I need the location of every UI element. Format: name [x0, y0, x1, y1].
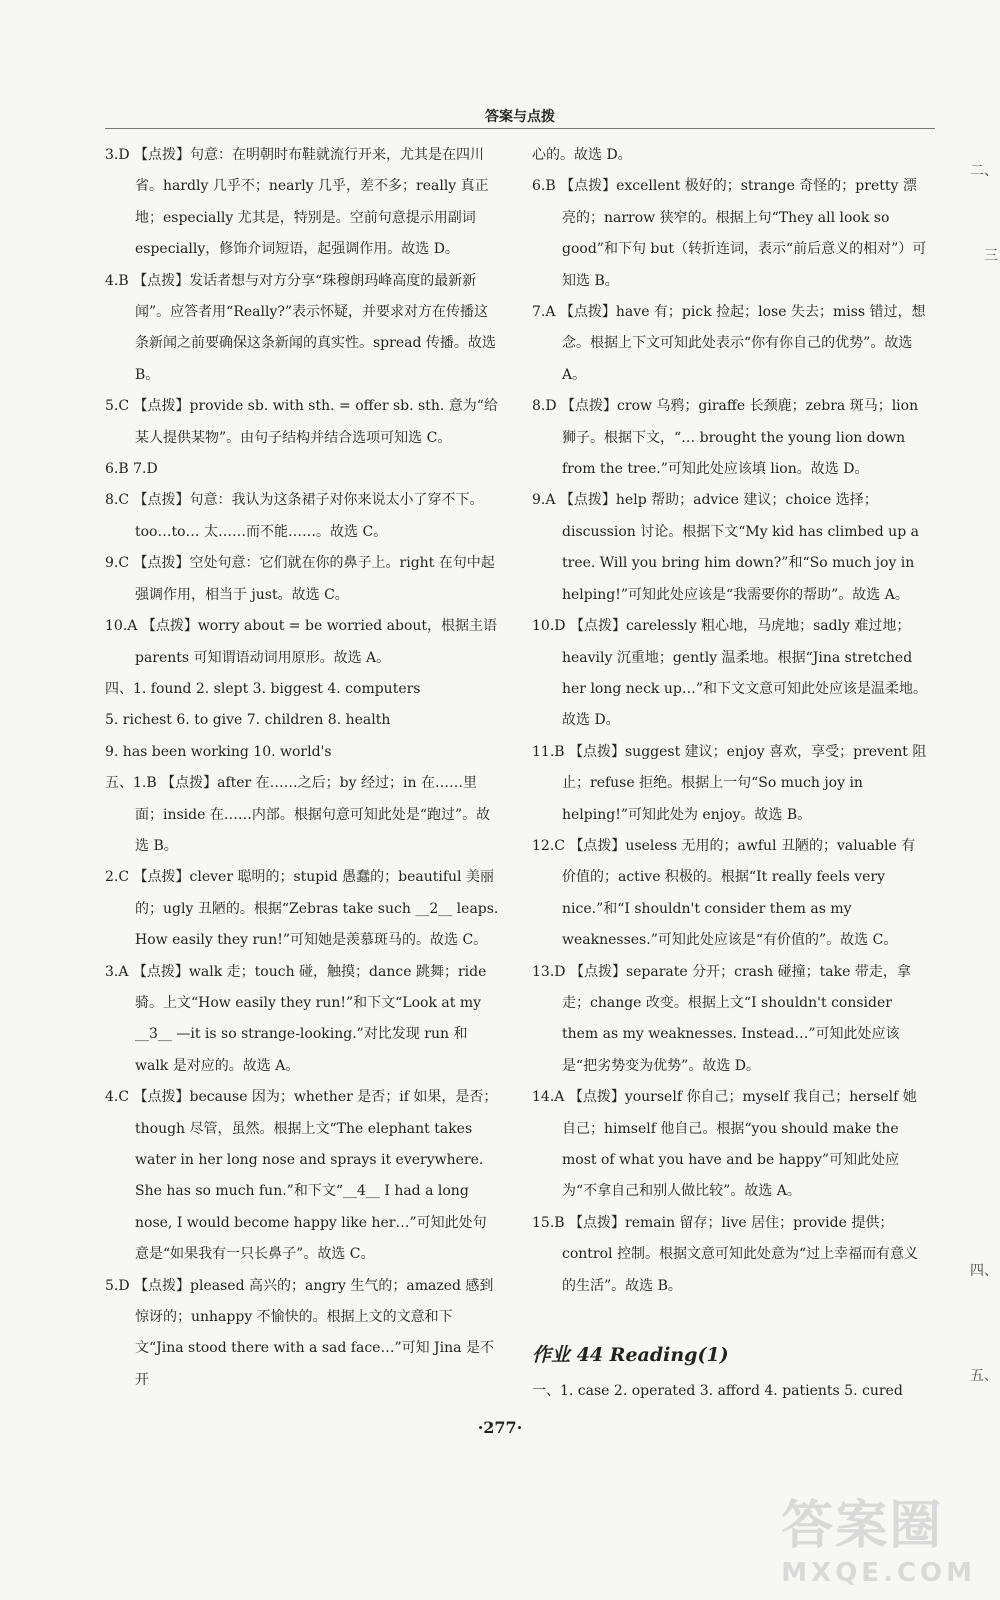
answer-text: 2.C 【点拨】clever 聪明的；stupid 愚蠢的；beautiful 美丽的；ugly 丑陋的。根据“Zebras take such __2__ leaps. How easily they run!”可知她是羡慕斑马的。故选 C。 [105, 869, 499, 949]
answer-entry [105, 485, 500, 548]
answer-text: 6.B 7.D [105, 461, 158, 478]
answer-text: 11.B 【点拨】suggest 建议；enjoy 喜欢，享受；prevent 阻止；refuse 拒绝。根据上一句“So much joy in helping!”可知此处为 enjoy。故选 B。 [532, 743, 927, 823]
answer-entry [532, 391, 927, 485]
watermark-text: 答案圈 [781, 1496, 944, 1556]
answer-text: 12.C 【点拨】useless 无用的；awful 丑陋的；valuable 有价值的；active 积极的。根据“It really feels very nice.”和“I shouldn't consider them as my weaknesses.”可知此处应该是“有价值的”。故选 C。 [532, 837, 916, 949]
answer-entry [105, 737, 500, 768]
answer-entry [532, 140, 927, 171]
answer-entry [532, 957, 927, 1083]
page-number: ·277· [477, 1418, 523, 1437]
page-header: 答案与点拨 [105, 106, 935, 129]
answer-entry [105, 611, 500, 674]
answer-text: 9.C 【点拨】空处句意：它们就在你的鼻子上。right 在句中起强调作用，相当于 just。故选 C。 [105, 555, 495, 603]
answer-text: 5.D 【点拨】pleased 高兴的；angry 生气的；amazed 感到惊讶的；unhappy 不愉快的。根据上文的文意和下文“Jina stood there with a sad face…”可知 Jina 是不开 [105, 1277, 494, 1388]
answer-entry [532, 831, 927, 957]
answer-text: 10.A 【点拨】worry about = be worried about，根据主语 parents 可知谓语动词用原形。故选 A。 [105, 618, 498, 666]
answer-text: 7.A 【点拨】have 有；pick 捡起；lose 失去；miss 错过，想念。根据上下文可知此处表示“你有你自己的优势”。故选 A。 [532, 304, 926, 383]
answer-entry [105, 548, 500, 611]
answer-entry [105, 266, 500, 392]
left-column [105, 140, 500, 1396]
answer-text: 五、1.B 【点拨】after 在……之后；by 经过；in 在……里面；inside 在……内部。根据句意可知此处是“跑过”。故选 B。 [105, 775, 491, 854]
answer-entry [105, 391, 500, 454]
answer-text: 9. has been working 10. world's [105, 743, 332, 760]
answer-text: 4.B 【点拨】发话者想与对方分享“珠穆朗玛峰高度的最新新闻”。应答者用“Really?”表示怀疑，并要求对方在传播这条新闻之前要确保这条新闻的真实性。spread 传播。故选 B。 [105, 272, 496, 383]
answer-entry [105, 140, 500, 266]
watermark-domain: MXQE.COM [781, 1558, 976, 1588]
answer-entry [105, 1082, 500, 1270]
answer-text: 3.D 【点拨】句意：在明朝时布鞋就流行开来，尤其是在四川省。hardly 几乎不；nearly 几乎，差不多；really 真正地；especially 尤其是，特别是。空前句意提示用副词 especially，修饰介词短语，起强调作用。故选 D。 [105, 147, 489, 258]
edge-mark: 五、 [970, 1368, 998, 1384]
answer-text: 13.D 【点拨】separate 分开；crash 碰撞；take 带走，拿走；change 改变。根据上文“I shouldn't consider them as my weaknesses. Instead…”可知此处应该是“把劣势变为优势”。故选 D。 [532, 963, 911, 1074]
answer-text: 四、1. found 2. slept 3. biggest 4. computers [105, 680, 421, 697]
answer-entry [532, 297, 927, 391]
answer-entry [532, 1208, 927, 1302]
homework-answer-line: 一、1. case 2. operated 3. afford 4. patients 5. cured [532, 1383, 903, 1399]
homework-title: 作业 44 Reading(1) [532, 1344, 729, 1366]
answer-text: 9.A 【点拨】help 帮助；advice 建议；choice 选择；discussion 讨论。根据下文“My kid has climbed up a tree. Will you bring him down?”和“So much joy in helping!”可知此处应该是“我需要你的帮助”。故选 A。 [532, 492, 919, 603]
edge-mark: 三 [984, 248, 998, 264]
answer-entry [105, 768, 500, 862]
answer-text: 14.A 【点拨】yourself 你自己；myself 我自己；herself 她自己；himself 他自己。根据“you should make the most of what you have and be happy”可知此处应为“不拿自己和别人做比较”。故选 A。 [532, 1089, 917, 1200]
answer-entry [532, 611, 927, 737]
adjacent-page-edge [970, 160, 1000, 1400]
answer-text: 15.B 【点拨】remain 留存；live 居住；provide 提供；control 控制。根据文意可知此处意为“过上幸福而有意义的生活”。故选 B。 [532, 1214, 919, 1294]
answer-entry [105, 705, 500, 736]
answer-text: 5.C 【点拨】provide sb. with sth. = offer sb. sth. 意为“给某人提供某物”。由句子结构并结合选项可知选 C。 [105, 398, 498, 446]
answer-text: 8.D 【点拨】crow 乌鸦；giraffe 长颈鹿；zebra 斑马；lion 狮子。根据下文，“… brought the young lion down from the tree.”可知此处应该填 lion。故选 D。 [532, 398, 919, 478]
answer-text: 6.B 【点拨】excellent 极好的；strange 奇怪的；pretty 漂亮的；narrow 狭窄的。根据上句“They all look so good”和下句 but（转折连词，表示“前后意义的相对”）可知选 B。 [532, 178, 927, 289]
answer-text: 4.C 【点拨】because 因为；whether 是否；if 如果，是否；though 尽管，虽然。根据上文“The elephant takes water in her long nose and sprays it everywhere. She has so much fun.”和下文“__4__ I had a long nose, I would become happy like her…”可知此处句意是“如果我有一只长鼻子”。故选 C。 [105, 1089, 498, 1263]
answer-entry [105, 1271, 500, 1397]
answer-entry [532, 485, 927, 611]
answer-text: 5. richest 6. to give 7. children 8. health [105, 712, 391, 729]
watermark-logo [781, 1483, 976, 1588]
answer-entry [532, 1082, 927, 1208]
answer-entry [105, 957, 500, 1083]
answer-text: 心的。故选 D。 [532, 147, 632, 163]
edge-mark: 四、 [970, 1263, 998, 1279]
answer-entry [532, 171, 927, 297]
answer-entry [532, 737, 927, 831]
answer-text: 10.D 【点拨】carelessly 粗心地，马虎地；sadly 难过地；heavily 沉重地；gently 温柔地。根据“Jina stretched her long neck up…”和下文文意可知此处应该是温柔地。故选 D。 [532, 618, 927, 729]
answer-entry [105, 674, 500, 705]
edge-mark: 二、 [970, 163, 998, 179]
right-column [532, 140, 927, 1302]
answer-text: 8.C 【点拨】句意：我认为这条裙子对你来说太小了穿不下。too…to… 太……而不能……。故选 C。 [105, 492, 484, 540]
answer-entry [105, 454, 500, 485]
answer-text: 3.A 【点拨】walk 走；touch 碰，触摸；dance 跳舞；ride 骑。上文“How easily they run!”和下文“Look at my __3__ —it is so strange-looking.”对比发现 run 和 walk 是对应的。故选 A。 [105, 963, 487, 1074]
answer-entry [105, 862, 500, 956]
